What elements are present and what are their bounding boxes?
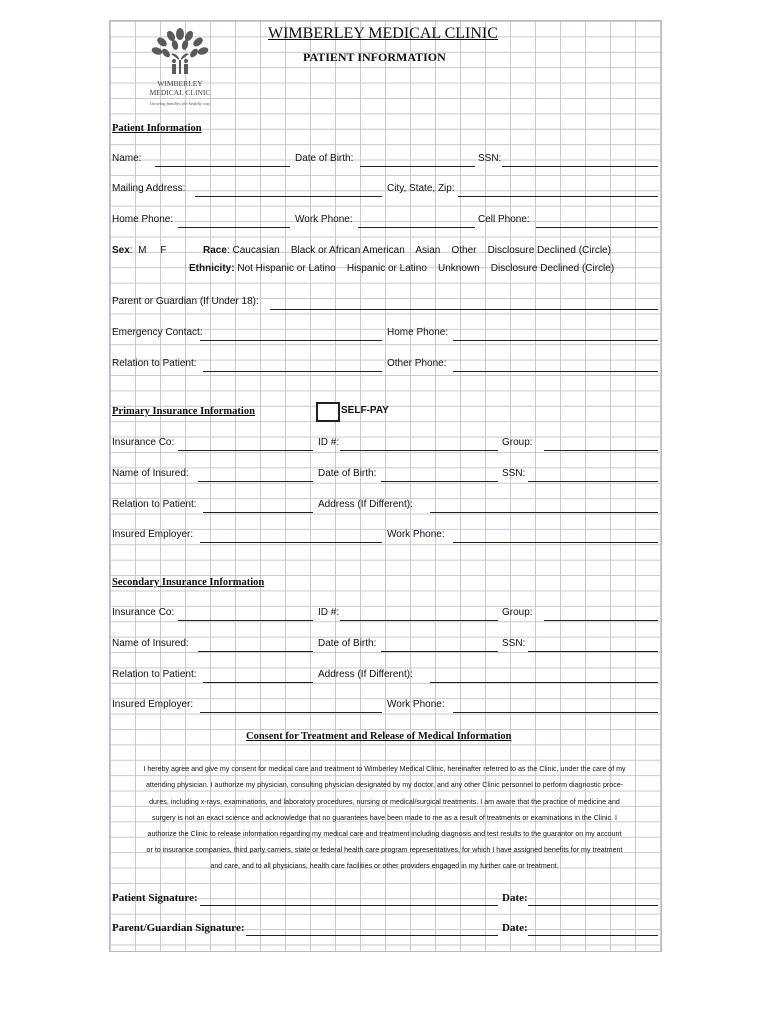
s-insured-name-label: Name of Insured: bbox=[112, 638, 189, 649]
p-insured-name-label: Name of Insured: bbox=[112, 468, 189, 479]
s-id-field[interactable] bbox=[340, 620, 498, 621]
relation-label: Relation to Patient: bbox=[112, 358, 197, 369]
clinic-name: WIMBERLEY MEDICAL CLINIC bbox=[268, 25, 498, 42]
self-pay-label: SELF-PAY bbox=[341, 405, 389, 416]
patient-section-title: Patient Information bbox=[112, 123, 202, 134]
s-id-label: ID #: bbox=[318, 607, 340, 618]
patient-signature-field[interactable] bbox=[200, 905, 498, 906]
work-phone-field[interactable] bbox=[358, 227, 475, 228]
p-id-label: ID #: bbox=[318, 437, 340, 448]
consent-line: surgery is not an exact science and acknowledge that no guarantees have been made to me as a result of treatments or examinations in the Clinic. I bbox=[152, 814, 617, 822]
emergency-home-label: Home Phone: bbox=[387, 327, 449, 338]
city-label: City, State, Zip: bbox=[387, 183, 455, 194]
race-options[interactable]: Caucasian Black or African American Asian Other Disclosure Declined (Circle) bbox=[232, 245, 611, 256]
logo-line2: MEDICAL CLINIC bbox=[149, 88, 211, 97]
p-ssn-field[interactable] bbox=[528, 481, 658, 482]
patient-date-field[interactable] bbox=[528, 905, 658, 906]
logo-tagline: Growing families the healthy way bbox=[149, 101, 211, 106]
s-insurance-co-label: Insurance Co: bbox=[112, 607, 175, 618]
s-work-phone-label: Work Phone: bbox=[387, 699, 445, 710]
consent-line: attending physician. I authorize my physician, consulting physician designated by my doctor, and any other Clinic personnel to perform diagnostic proce- bbox=[145, 781, 624, 789]
p-employer-field[interactable] bbox=[200, 542, 382, 543]
mailing-field[interactable] bbox=[195, 196, 382, 197]
guardian-signature-label: Parent/Guardian Signature: bbox=[112, 922, 245, 934]
ssn-label: SSN: bbox=[478, 153, 502, 164]
cell-phone-field[interactable] bbox=[536, 227, 658, 228]
clinic-logo bbox=[135, 26, 225, 110]
p-group-field[interactable] bbox=[544, 450, 658, 451]
dob-field[interactable] bbox=[360, 166, 475, 167]
ssn-field[interactable] bbox=[502, 166, 658, 167]
p-dob-field[interactable] bbox=[381, 481, 498, 482]
emergency-field[interactable] bbox=[200, 340, 382, 341]
p-insurance-co-label: Insurance Co: bbox=[112, 437, 175, 448]
s-employer-field[interactable] bbox=[200, 712, 382, 713]
guardian-signature-field[interactable] bbox=[246, 935, 498, 936]
p-work-phone-field[interactable] bbox=[453, 542, 658, 543]
s-relation-label: Relation to Patient: bbox=[112, 669, 197, 680]
s-dob-field[interactable] bbox=[381, 651, 498, 652]
race-row: Race: Caucasian Black or African American Asian Other Disclosure Declined (Circle) bbox=[203, 245, 611, 256]
p-id-field[interactable] bbox=[340, 450, 498, 451]
other-phone-field[interactable] bbox=[453, 371, 658, 372]
race-label: Race bbox=[203, 245, 227, 256]
p-address-label: Address (If Different): bbox=[318, 499, 413, 510]
p-ssn-label: SSN: bbox=[502, 468, 526, 479]
p-address-field[interactable] bbox=[430, 512, 658, 513]
s-address-label: Address (If Different): bbox=[318, 669, 413, 680]
dob-label: Date of Birth: bbox=[295, 153, 354, 164]
p-employer-label: Insured Employer: bbox=[112, 529, 194, 540]
sex-label: Sex bbox=[112, 245, 130, 256]
city-field[interactable] bbox=[458, 196, 658, 197]
home-phone-label: Home Phone: bbox=[112, 214, 174, 225]
s-work-phone-field[interactable] bbox=[453, 712, 658, 713]
other-phone-label: Other Phone: bbox=[387, 358, 447, 369]
relation-field[interactable] bbox=[203, 371, 382, 372]
p-group-label: Group: bbox=[502, 437, 533, 448]
sex-options[interactable]: M F bbox=[138, 245, 167, 256]
logo-line1: WIMBERLEY bbox=[157, 79, 203, 88]
sex-row: Sex: M F bbox=[112, 245, 167, 256]
consent-line: and care, and to all physicians, health care facilities or other providers engaged in my further care or treatment. bbox=[210, 862, 559, 870]
cell-phone-label: Cell Phone: bbox=[478, 214, 530, 225]
guardian-date-field[interactable] bbox=[528, 935, 658, 936]
guardian-date-label: Date: bbox=[502, 922, 528, 934]
self-pay-checkbox[interactable] bbox=[316, 402, 340, 422]
guardian-label: Parent or Guardian (If Under 18): bbox=[112, 296, 259, 307]
s-ssn-field[interactable] bbox=[528, 651, 658, 652]
consent-title: Consent for Treatment and Release of Medical Information bbox=[246, 731, 512, 742]
p-relation-label: Relation to Patient: bbox=[112, 499, 197, 510]
s-group-label: Group: bbox=[502, 607, 533, 618]
name-field[interactable] bbox=[155, 166, 290, 167]
secondary-section-title: Secondary Insurance Information bbox=[112, 577, 265, 588]
patient-date-label: Date: bbox=[502, 892, 528, 904]
consent-line: authorize the Clinic to release information regarding my medical care and treatment including diagnosis and test results to the guarantor on my account bbox=[147, 830, 622, 838]
mailing-label: Mailing Address: bbox=[112, 183, 186, 194]
p-dob-label: Date of Birth: bbox=[318, 468, 377, 479]
p-relation-field[interactable] bbox=[203, 512, 313, 513]
p-work-phone-label: Work Phone: bbox=[387, 529, 445, 540]
p-insured-name-field[interactable] bbox=[198, 481, 313, 482]
ethnicity-options[interactable]: Not Hispanic or Latino Hispanic or Latino Unknown Disclosure Declined (Circle) bbox=[237, 263, 615, 274]
s-relation-field[interactable] bbox=[203, 682, 313, 683]
s-employer-label: Insured Employer: bbox=[112, 699, 194, 710]
s-address-field[interactable] bbox=[430, 682, 658, 683]
consent-line: dures, including x-rays, examinations, and laboratory procedures, nursing or medical/surgical treatments. I am aware that the practice of medicine and bbox=[149, 798, 620, 806]
s-insured-name-field[interactable] bbox=[198, 651, 313, 652]
emergency-home-field[interactable] bbox=[453, 340, 658, 341]
primary-section-title: Primary Insurance Information bbox=[112, 406, 255, 417]
home-phone-field[interactable] bbox=[178, 227, 290, 228]
consent-line: I hereby agree and give my consent for medical care and treatment to Wimberley Medical Clinic, hereinafter referred to as the Clinic, under the care of my bbox=[143, 765, 626, 773]
consent-line: or to insurance companies, third party carriers, state or federal health care program representatives, for which I have assigned benefits for my treatment bbox=[146, 846, 623, 854]
form-grid bbox=[109, 20, 662, 952]
work-phone-label: Work Phone: bbox=[295, 214, 353, 225]
ethnicity-label: Ethnicity: bbox=[189, 263, 235, 274]
s-ssn-label: SSN: bbox=[502, 638, 526, 649]
guardian-field[interactable] bbox=[270, 309, 658, 310]
p-insurance-co-field[interactable] bbox=[178, 450, 313, 451]
s-insurance-co-field[interactable] bbox=[178, 620, 313, 621]
ethnicity-row bbox=[189, 263, 614, 274]
patient-signature-label: Patient Signature: bbox=[112, 892, 198, 904]
s-group-field[interactable] bbox=[544, 620, 658, 621]
emergency-label: Emergency Contact: bbox=[112, 327, 203, 338]
form-title: PATIENT INFORMATION bbox=[303, 50, 446, 64]
name-label: Name: bbox=[112, 153, 142, 164]
s-dob-label: Date of Birth: bbox=[318, 638, 377, 649]
